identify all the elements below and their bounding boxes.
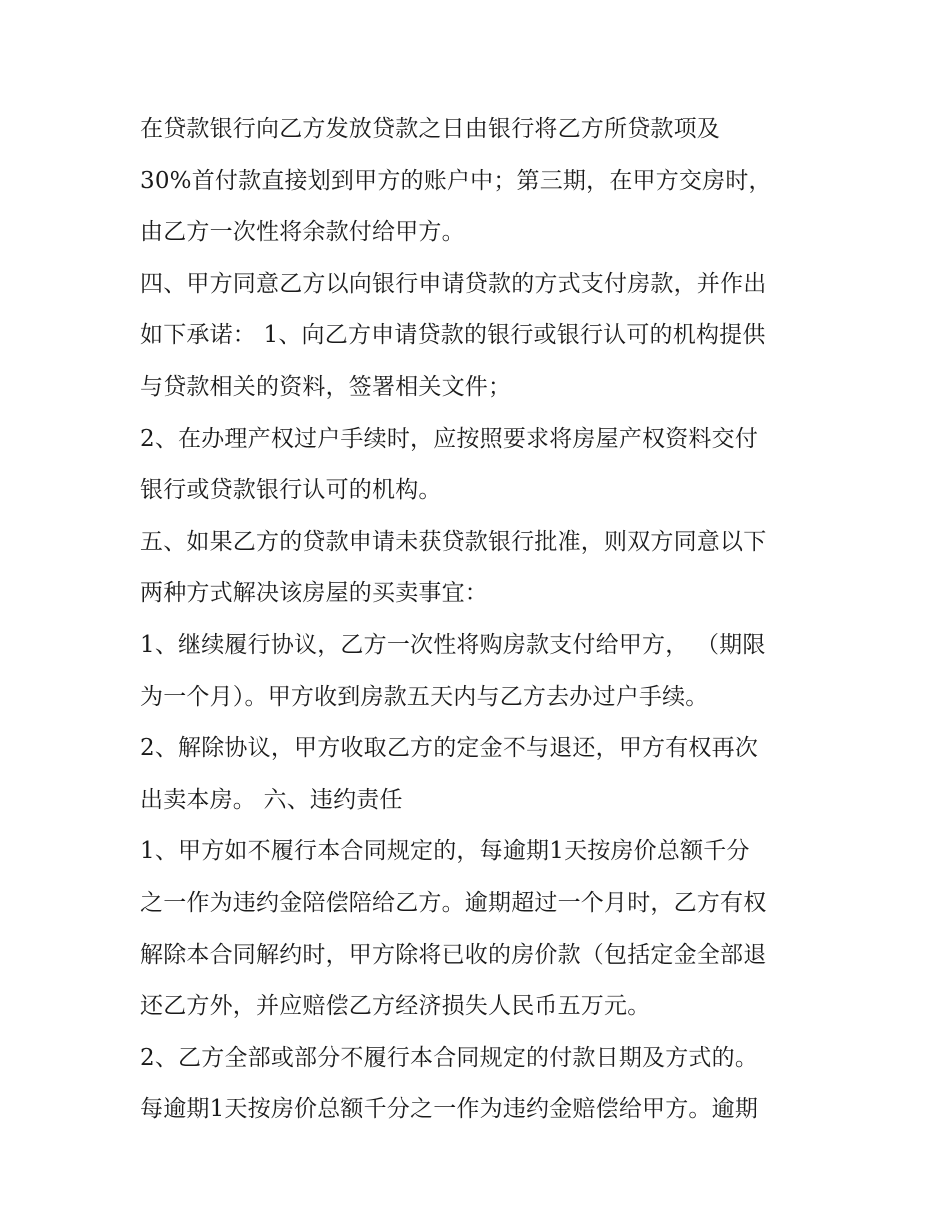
text-line: 两种方式解决该房屋的买卖事宜： xyxy=(140,580,488,607)
text-line: 如下承诺： 1、向乙方申请贷款的银行或银行认可的机构提供 xyxy=(140,322,766,349)
text-line: 为一个月）。甲方收到房款五天内与乙方去办过户手续。 xyxy=(140,683,709,710)
document-body xyxy=(140,104,830,1136)
text-line: 在贷款银行向乙方发放贷款之日由银行将乙方所贷款项及 xyxy=(140,116,720,142)
text-line: 1、继续履行协议，乙方一次性将购房款支付给甲方， （期限 xyxy=(140,631,766,658)
text-line: 2、乙方全部或部分不履行本合同规定的付款日期及方式的。 xyxy=(140,1044,759,1071)
text-line: 五、如果乙方的贷款申请未获贷款银行批准，则双方同意以下 xyxy=(140,528,767,555)
text-line: 2、解除协议，甲方收取乙方的定金不与退还，甲方有权再次 xyxy=(140,735,759,762)
text-line: 四、甲方同意乙方以向银行申请贷款的方式支付房款，并作出 xyxy=(140,270,767,297)
text-line: 还乙方外，并应赔偿乙方经济损失人民币五万元。 xyxy=(140,993,651,1020)
text-line: 30%首付款直接划到甲方的账户中；第三期，在甲方交房时， xyxy=(140,167,772,194)
text-line: 银行或贷款银行认可的机构。 xyxy=(140,477,442,504)
text-line: 与贷款相关的资料，签署相关文件； xyxy=(140,373,512,400)
text-line: 2、在办理产权过户手续时，应按照要求将房屋产权资料交付 xyxy=(140,425,759,452)
text-line: 解除本合同解约时，甲方除将已收的房价款（包括定金全部退 xyxy=(140,941,767,968)
text-line: 由乙方一次性将余款付给甲方。 xyxy=(140,219,465,246)
text-line: 1、甲方如不履行本合同规定的，每逾期1天按房价总额千分 xyxy=(140,838,750,865)
text-line: 出卖本房。 六、违约责任 xyxy=(140,786,403,813)
text-line: 每逾期1天按房价总额千分之一作为违约金赔偿给甲方。逾期 xyxy=(140,1096,759,1123)
text-line: 之一作为违约金陪偿陪给乙方。逾期超过一个月时，乙方有权 xyxy=(140,889,767,916)
